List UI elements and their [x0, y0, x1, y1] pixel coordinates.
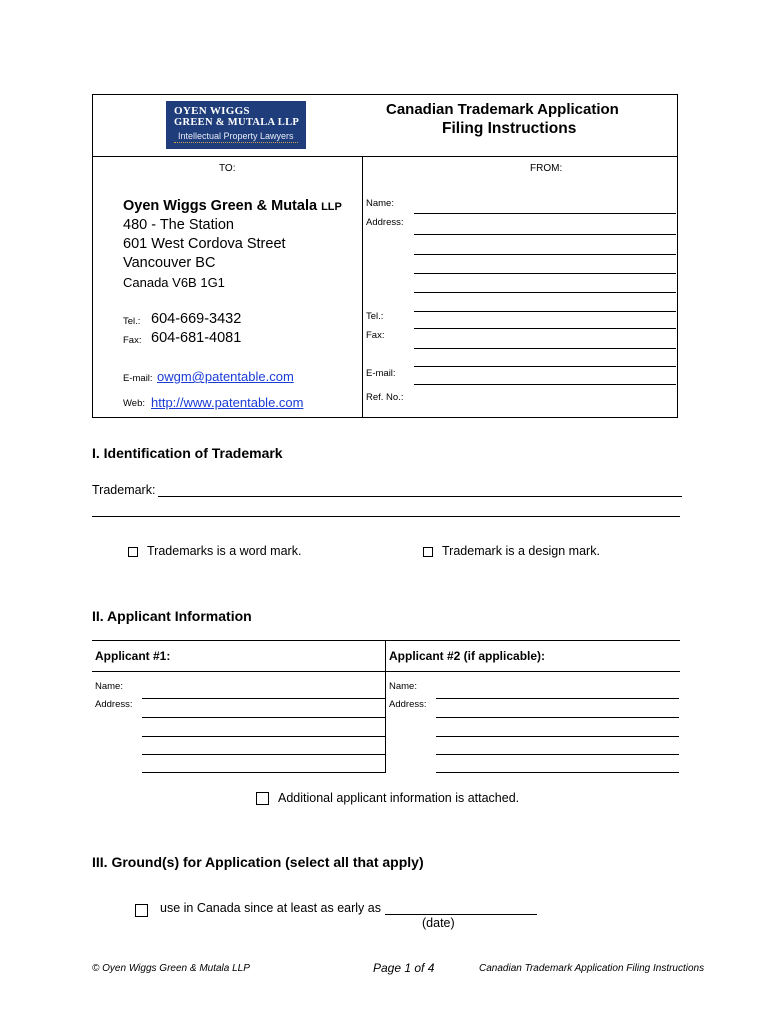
from-ref-label: Ref. No.: — [366, 392, 404, 403]
tel-label: Tel.: — [123, 316, 141, 327]
from-fax-label: Fax: — [366, 330, 385, 341]
address-line-2: 601 West Cordova Street — [123, 236, 286, 252]
design-mark-label: Trademark is a design mark. — [442, 544, 600, 558]
document-subtitle: Filing Instructions — [442, 120, 577, 137]
applicant-1-address-line-2[interactable] — [142, 736, 385, 737]
section-2-heading: II. Applicant Information — [92, 608, 252, 624]
web-link[interactable]: http://www.patentable.com — [151, 395, 304, 410]
from-address-line-1[interactable] — [414, 234, 676, 235]
word-mark-label: Trademarks is a word mark. — [147, 544, 302, 558]
applicant-1-address-label: Address: — [95, 699, 133, 710]
logo-line-3: Intellectual Property Lawyers — [178, 131, 294, 141]
applicant-2-address-line-3[interactable] — [436, 754, 679, 755]
applicant-1-name-line[interactable] — [142, 698, 385, 699]
from-name-line[interactable] — [414, 213, 676, 214]
word-mark-checkbox[interactable] — [128, 547, 138, 557]
email-link[interactable]: owgm@patentable.com — [157, 369, 294, 384]
from-fax-line[interactable] — [414, 348, 676, 349]
logo-line-2: GREEN & MUTALA LLP — [174, 117, 300, 128]
from-label: FROM: — [530, 163, 563, 174]
from-fax-line-2 — [414, 366, 676, 367]
from-name-label: Name: — [366, 198, 394, 209]
from-tel-line[interactable] — [414, 328, 676, 329]
applicant-header-rule — [92, 671, 680, 672]
from-tel-label: Tel.: — [366, 311, 384, 322]
email-label: E-mail: — [123, 373, 153, 384]
firm-name-text: Oyen Wiggs Green & Mutala — [123, 198, 318, 214]
applicant-top-rule — [92, 640, 680, 641]
tel-value: 604-669-3432 — [151, 311, 242, 327]
additional-applicant-checkbox[interactable] — [256, 792, 269, 805]
from-address-line-4[interactable] — [414, 292, 676, 293]
address-line-4: Canada V6B 1G1 — [123, 275, 225, 290]
design-mark-checkbox[interactable] — [423, 547, 433, 557]
from-address-line-3[interactable] — [414, 273, 676, 274]
applicant-1-label: Applicant #1: — [95, 649, 171, 663]
date-caption: (date) — [422, 916, 455, 930]
section-3-heading: III. Ground(s) for Application (select all that apply) — [92, 854, 424, 870]
applicant-2-address-line-2[interactable] — [436, 736, 679, 737]
applicant-2-label: Applicant #2 (if applicable): — [389, 649, 546, 663]
address-line-1: 480 - The Station — [123, 217, 234, 233]
to-label: TO: — [219, 163, 236, 174]
applicant-2-address-line-1[interactable] — [436, 717, 679, 718]
from-tel-line-top — [414, 311, 676, 312]
header-divider — [92, 156, 678, 157]
trademark-line-2[interactable] — [92, 516, 680, 517]
use-in-canada-checkbox[interactable] — [135, 904, 148, 917]
applicant-1-address-line-3[interactable] — [142, 754, 385, 755]
from-email-line[interactable] — [414, 384, 676, 385]
applicant-2-address-line-4[interactable] — [436, 772, 679, 773]
firm-logo — [166, 101, 306, 149]
firm-name — [123, 198, 342, 214]
trademark-line-1[interactable] — [158, 496, 682, 497]
web-label: Web: — [123, 398, 146, 409]
document-title: Canadian Trademark Application — [386, 101, 619, 118]
use-date-line[interactable] — [385, 914, 537, 915]
applicant-2-name-line[interactable] — [436, 698, 679, 699]
footer-page-number: Page 1 of 4 — [373, 961, 435, 975]
logo-line-1: OYEN WIGGS — [174, 105, 250, 117]
additional-applicant-label: Additional applicant information is attached. — [278, 791, 520, 805]
applicant-divider — [385, 640, 386, 773]
firm-suffix: LLP — [321, 201, 342, 213]
trademark-label: Trademark: — [92, 483, 156, 497]
fax-value: 604-681-4081 — [151, 330, 242, 346]
applicant-2-name-label: Name: — [389, 681, 417, 692]
from-email-label: E-mail: — [366, 368, 396, 379]
section-1-heading: I. Identification of Trademark — [92, 445, 283, 461]
logo-rule — [174, 142, 298, 143]
from-address-label: Address: — [366, 217, 404, 228]
applicant-1-address-line-4[interactable] — [142, 772, 385, 773]
to-from-divider — [362, 156, 363, 418]
applicant-1-address-line-1[interactable] — [142, 717, 385, 718]
applicant-1-name-label: Name: — [95, 681, 123, 692]
use-in-canada-label: use in Canada since at least as early as — [160, 901, 381, 915]
footer-copyright: © Oyen Wiggs Green & Mutala LLP — [92, 963, 250, 974]
fax-label: Fax: — [123, 335, 142, 346]
applicant-2-address-label: Address: — [389, 699, 427, 710]
from-address-line-2[interactable] — [414, 254, 676, 255]
address-line-3: Vancouver BC — [123, 255, 216, 271]
footer-doc-title: Canadian Trademark Application Filing Instructions — [479, 963, 705, 974]
